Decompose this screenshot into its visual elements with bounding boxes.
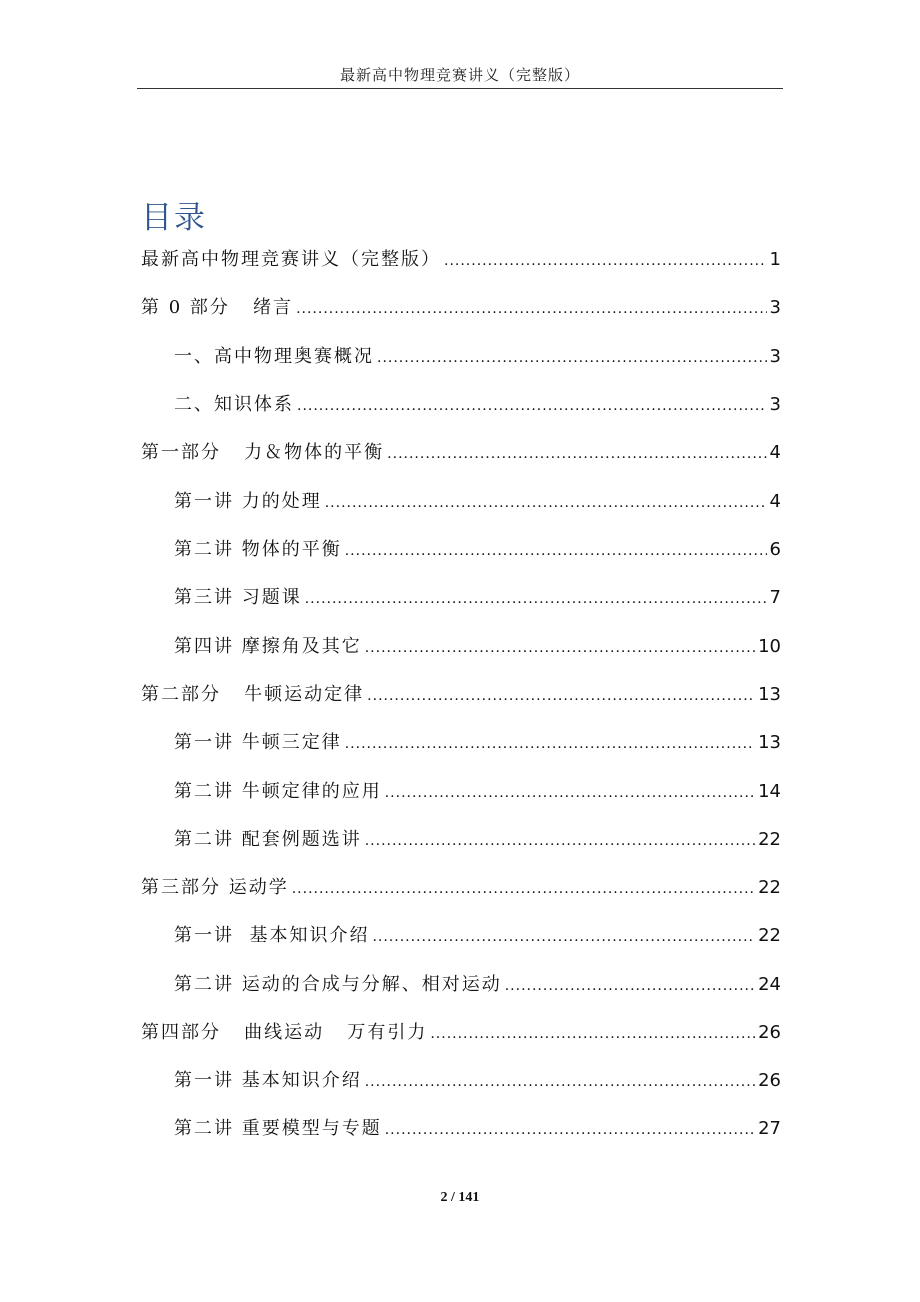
toc-entry[interactable] [174,631,781,659]
toc-dot-leader [505,979,755,993]
toc-entry[interactable] [174,969,781,997]
toc-dot-leader [305,592,767,606]
toc-entry[interactable] [141,872,781,900]
toc-entry-text: 第二讲 物体的平衡 [174,539,342,560]
toc-dot-leader [365,834,755,848]
toc-dot-leader [444,254,767,268]
toc-entry-text: 第三部分 运动学 [141,877,289,898]
toc-dot-leader [385,786,755,800]
toc-dot-leader [430,1027,755,1041]
toc-entry-page: 14 [758,781,781,802]
toc-dot-leader [372,930,755,944]
toc-dot-leader [292,882,755,896]
toc-entry-text: 一、高中物理奥赛概况 [174,346,374,367]
toc-entry-text: 第一部分 力＆物体的平衡 [141,442,385,463]
toc-entry[interactable] [174,534,781,562]
toc-entry-page: 26 [758,1070,781,1091]
toc-entry-text: 第一讲 力的处理 [174,491,322,512]
toc-entry-text: 第二讲 运动的合成与分解、相对运动 [174,974,502,995]
toc-dot-leader [297,399,767,413]
toc-entry[interactable] [174,1113,781,1141]
toc-entry-page: 3 [769,346,781,367]
toc-dot-leader [385,1123,755,1137]
toc-dot-leader [365,641,755,655]
toc-entry-page: 7 [769,587,781,608]
toc-dot-leader [387,447,766,461]
toc-entry-page: 24 [758,974,781,995]
header-rule [137,88,783,89]
toc-entry-text: 第一讲 基本知识介绍 [174,925,370,946]
toc-entry-page: 22 [758,925,781,946]
toc-entry[interactable] [141,437,781,465]
toc-entry-text: 第三讲 习题课 [174,587,302,608]
toc-entry[interactable] [174,341,781,369]
toc-dot-leader [325,496,767,510]
toc-entry[interactable] [174,1065,781,1093]
toc-title: 目录 [141,200,207,236]
toc-dot-leader [365,1075,755,1089]
toc-entry-page: 6 [769,539,781,560]
toc-entry-page: 3 [769,394,781,415]
toc-entry-page: 22 [758,877,781,898]
toc-entry-page: 13 [758,732,781,753]
toc-entry-text: 第四讲 摩擦角及其它 [174,636,362,657]
toc-entry[interactable] [141,679,781,707]
toc-dot-leader [345,544,767,558]
toc-entry-page: 1 [769,249,781,270]
toc-entry-page: 26 [758,1022,781,1043]
toc-entry-page: 10 [758,636,781,657]
toc-entry-page: 4 [769,491,781,512]
toc-entry-text: 第四部分 曲线运动 万有引力 [141,1022,428,1043]
toc-entry-text: 第二讲 配套例题选讲 [174,829,362,850]
toc-entry[interactable] [174,486,781,514]
toc-entry[interactable] [141,292,781,320]
toc-entry[interactable] [141,244,781,272]
toc-entry-page: 3 [769,297,781,318]
toc-entry-text: 第 0 部分 绪言 [141,297,294,318]
toc-entry-text: 第二讲 重要模型与专题 [174,1118,382,1139]
toc-dot-leader [367,689,755,703]
running-header: 最新高中物理竞赛讲义（完整版） [339,66,580,84]
toc-entry-page: 4 [769,442,781,463]
toc-entry-text: 第一讲 牛顿三定律 [174,732,342,753]
toc-entry[interactable] [174,920,781,948]
toc-entry-text: 第一讲 基本知识介绍 [174,1070,362,1091]
toc-entry-text: 二、知识体系 [174,394,294,415]
toc-entry[interactable] [174,727,781,755]
toc-dot-leader [296,302,766,316]
toc-entry-page: 13 [758,684,781,705]
toc-entry-text: 第二讲 牛顿定律的应用 [174,781,382,802]
toc-entry[interactable] [141,1017,781,1045]
toc-entry-text: 第二部分 牛顿运动定律 [141,684,365,705]
toc-entry-page: 27 [758,1118,781,1139]
toc-entry-page: 22 [758,829,781,850]
toc-entry[interactable] [174,776,781,804]
page-number: 2 / 141 [440,1190,480,1205]
toc-entry[interactable] [174,582,781,610]
toc-entry-text: 最新高中物理竞赛讲义（完整版） [141,249,441,270]
toc-entry[interactable] [174,824,781,852]
toc-dot-leader [345,737,755,751]
toc-dot-leader [377,351,767,365]
toc-entry[interactable] [174,389,781,417]
